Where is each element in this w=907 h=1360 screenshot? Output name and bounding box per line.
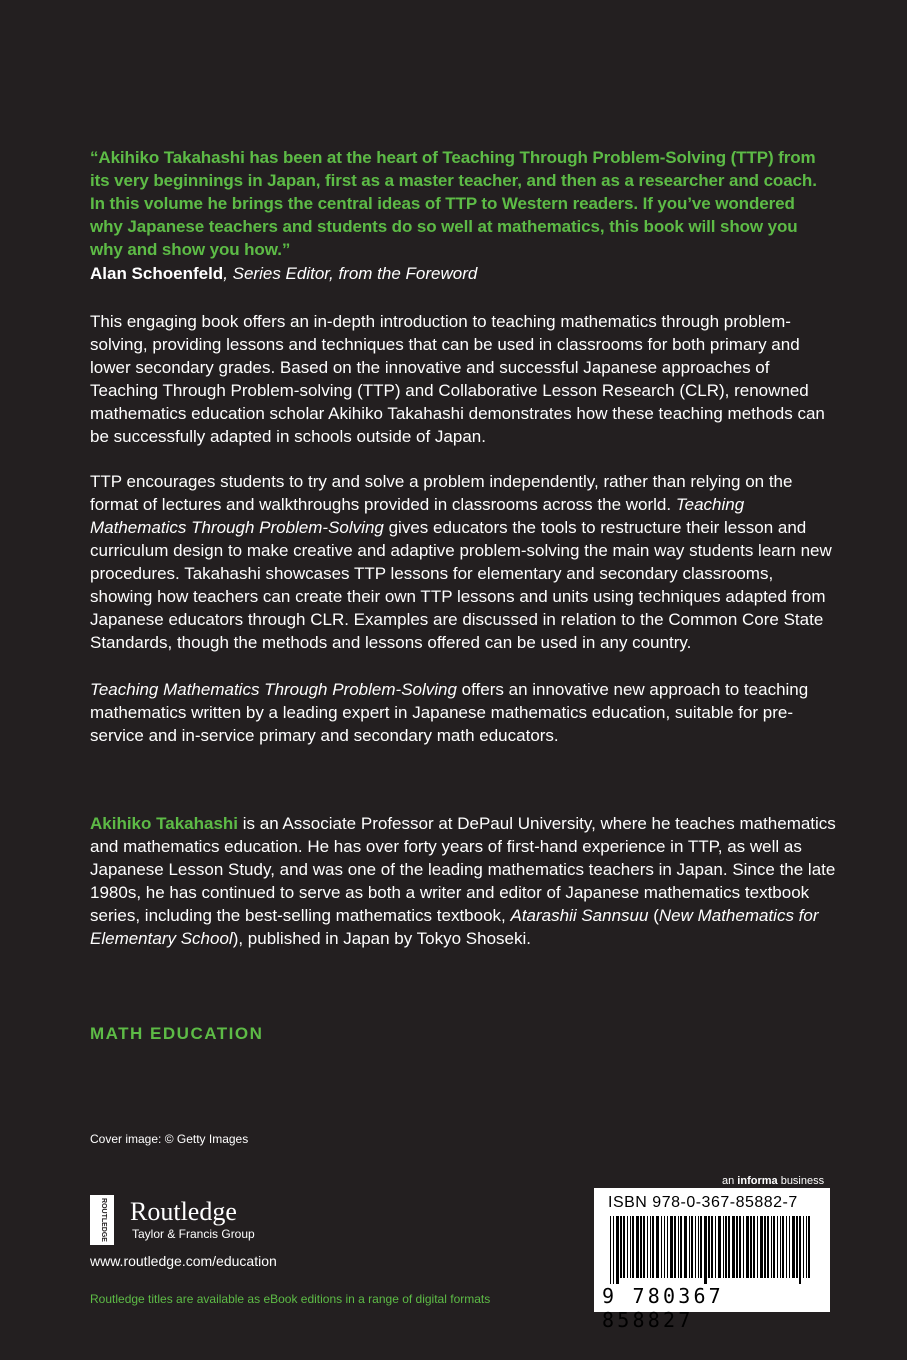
informa-prefix: an (722, 1175, 738, 1187)
informa-business-tag (722, 1175, 824, 1187)
paragraph-2-text-a: TTP encourages students to try and solve a problem independently, rather than relying on the format of lectures and walkthroughs provided in classrooms across the world. (90, 472, 793, 514)
author-bio-book-translation: New Mathematics for Elementary School (90, 906, 819, 948)
barcode-bar (640, 1216, 642, 1278)
foreword-quote: “Akihiko Takahashi has been at the heart of Teaching Through Problem-Solving (TTP) from its very beginnings in Japan, first as a master teacher, and then as a researcher and coach. In this volume he brings the central ideas of TTP to Western readers. If you’ve wondered why Japanese teachers and students do so well at mathematics, this book will show you why and show you how.” (90, 148, 817, 259)
barcode-bar (667, 1216, 668, 1278)
barcode-bar (715, 1216, 716, 1278)
barcode-bar (746, 1216, 749, 1278)
barcode-bars (606, 1216, 818, 1284)
barcode-bar (760, 1216, 763, 1278)
informa-suffix: business (777, 1175, 825, 1187)
author-bio-book-title: Atarashii Sannsuu (510, 906, 649, 925)
isbn-label: ISBN 978-0-367-85882-7 (608, 1194, 798, 1211)
barcode-bar (695, 1216, 696, 1278)
quote-attribution (90, 262, 830, 285)
description-paragraph-1: This engaging book offers an in-depth introduction to teaching mathematics through problem-solving, providing lessons and techniques that can be used in classrooms for both primary and lower secondary grades. Based on the innovative and successful Japanese approaches of Teaching Through Problem-solving (TTP) and Collaborative Lesson Research (CLR), renowned mathematics education scholar Akihiko Takahashi demonstrates how these teaching methods can be successfully adapted in schools outside of Japan. (90, 312, 825, 446)
barcode-bar (689, 1216, 690, 1278)
publisher-name: Routledge (130, 1197, 237, 1226)
description-paragraph-2 (90, 470, 840, 654)
barcode-bar (723, 1216, 724, 1278)
barcode-bar (613, 1216, 614, 1284)
barcode-bar (636, 1216, 639, 1278)
barcode-box (594, 1188, 830, 1332)
paragraph-2-text-b: gives educators the tools to restructure their lesson and curriculum design to make creative and adaptive problem-solving the main way students learn new procedures. Takahashi showcases TTP lessons for elementary and secondary classrooms, showing how teachers can create their own TTP lessons and units using techniques adapted from Japanese educators through CLR. Examples are discussed in relation to the Common Core State Standards, though the methods and lessons offered can be used in any country. (90, 518, 832, 652)
barcode-bar (728, 1216, 730, 1278)
barcode-bar (656, 1216, 659, 1278)
barcode-bar (767, 1216, 769, 1278)
barcode-bar (771, 1216, 772, 1278)
barcode-bar (711, 1216, 713, 1278)
barcode-bar (623, 1216, 625, 1278)
barcode-bar (803, 1216, 804, 1278)
paragraph-2-book-title: Teaching Mathematics Through Problem-Solving (90, 495, 745, 537)
author-bio-text-b: ( (648, 906, 659, 925)
barcode-bar (753, 1216, 755, 1278)
barcode-bar (691, 1216, 693, 1278)
barcode-bar (632, 1216, 634, 1278)
author-bio-text-a: is an Associate Professor at DePaul University, where he teaches mathematics and mathematics education. He has over forty years of first-hand experience in TTP, as well as Japanese Lesson Study, and was one of the leading mathematics teachers in Japan. Since the late 1980s, he has continued to serve as both a writer and editor of Japanese mathematics textbook series, including the best-selling mathematics textbook, (90, 814, 836, 925)
barcode-bar (780, 1216, 781, 1278)
barcode-bar (661, 1216, 662, 1278)
barcode-bar (718, 1216, 721, 1278)
barcode-bar (782, 1216, 784, 1278)
barcode-bar (684, 1216, 687, 1278)
description-paragraph-3 (90, 678, 840, 747)
barcode-bar (792, 1216, 795, 1278)
barcode-bar (806, 1216, 807, 1278)
paragraph-3-text: offers an innovative new approach to teaching mathematics written by a leading expert in Japanese mathematics education, suitable for pre-service and in-service primary and secondary math educators. (90, 680, 809, 745)
barcode-bar (750, 1216, 752, 1278)
quote-author: Alan Schoenfeld (90, 264, 224, 283)
cover-image-credit: Cover image: © Getty Images (90, 1132, 249, 1146)
barcode-bar (678, 1216, 679, 1278)
barcode-digits: 9 780367 858827 (602, 1284, 724, 1332)
author-bio-text-c: ), published in Japan by Tokyo Shoseki. (232, 929, 532, 948)
informa-brand: informa (737, 1175, 778, 1187)
barcode-bar (764, 1216, 766, 1278)
publisher-logo (90, 1195, 290, 1247)
barcode-bar (630, 1216, 631, 1278)
barcode-bar (777, 1216, 778, 1278)
logo-spine-text: ROUTLEDGE (100, 1198, 107, 1242)
barcode-bar (704, 1216, 707, 1284)
barcode-bar (796, 1216, 798, 1278)
barcode-bar (736, 1216, 738, 1278)
barcode-bar (670, 1216, 673, 1278)
barcode-bar (799, 1216, 801, 1284)
subject-category: MATH EDUCATION (90, 1024, 264, 1043)
barcode-bar (664, 1216, 665, 1278)
barcode-bar (680, 1216, 682, 1278)
barcode-bar (789, 1216, 790, 1278)
barcode-bar (700, 1216, 702, 1278)
barcode-bar (620, 1216, 622, 1278)
quote-author-role: , Series Editor, from the Foreword (223, 264, 478, 283)
barcode-bar (786, 1216, 787, 1278)
barcode-bar (732, 1216, 735, 1278)
barcode-bar (757, 1216, 758, 1278)
barcode-bar (739, 1216, 741, 1278)
barcode-bar (616, 1216, 619, 1284)
paragraph-3-book-title: Teaching Mathematics Through Problem-Solving (90, 680, 457, 699)
barcode-bar (650, 1216, 651, 1278)
barcode-bar (725, 1216, 727, 1278)
barcode-bar (808, 1216, 810, 1278)
barcode-bar (610, 1216, 611, 1284)
author-bio-name: Akihiko Takahashi (90, 814, 239, 833)
barcode-bar (708, 1216, 710, 1278)
barcode-bar (647, 1216, 648, 1278)
publisher-website: www.routledge.com/education (90, 1253, 277, 1269)
routledge-logo-icon (90, 1195, 114, 1245)
barcode-bar (698, 1216, 699, 1278)
author-bio (90, 812, 840, 950)
barcode-bar (627, 1216, 628, 1278)
barcode-bar (643, 1216, 645, 1278)
barcode-bar (773, 1216, 775, 1278)
barcode-bar (674, 1216, 676, 1278)
barcode-bar (652, 1216, 654, 1278)
ebook-note: Routledge titles are available as eBook editions in a range of digital formats (90, 1292, 491, 1306)
barcode-bar (743, 1216, 744, 1278)
publisher-group: Taylor & Francis Group (132, 1227, 255, 1241)
